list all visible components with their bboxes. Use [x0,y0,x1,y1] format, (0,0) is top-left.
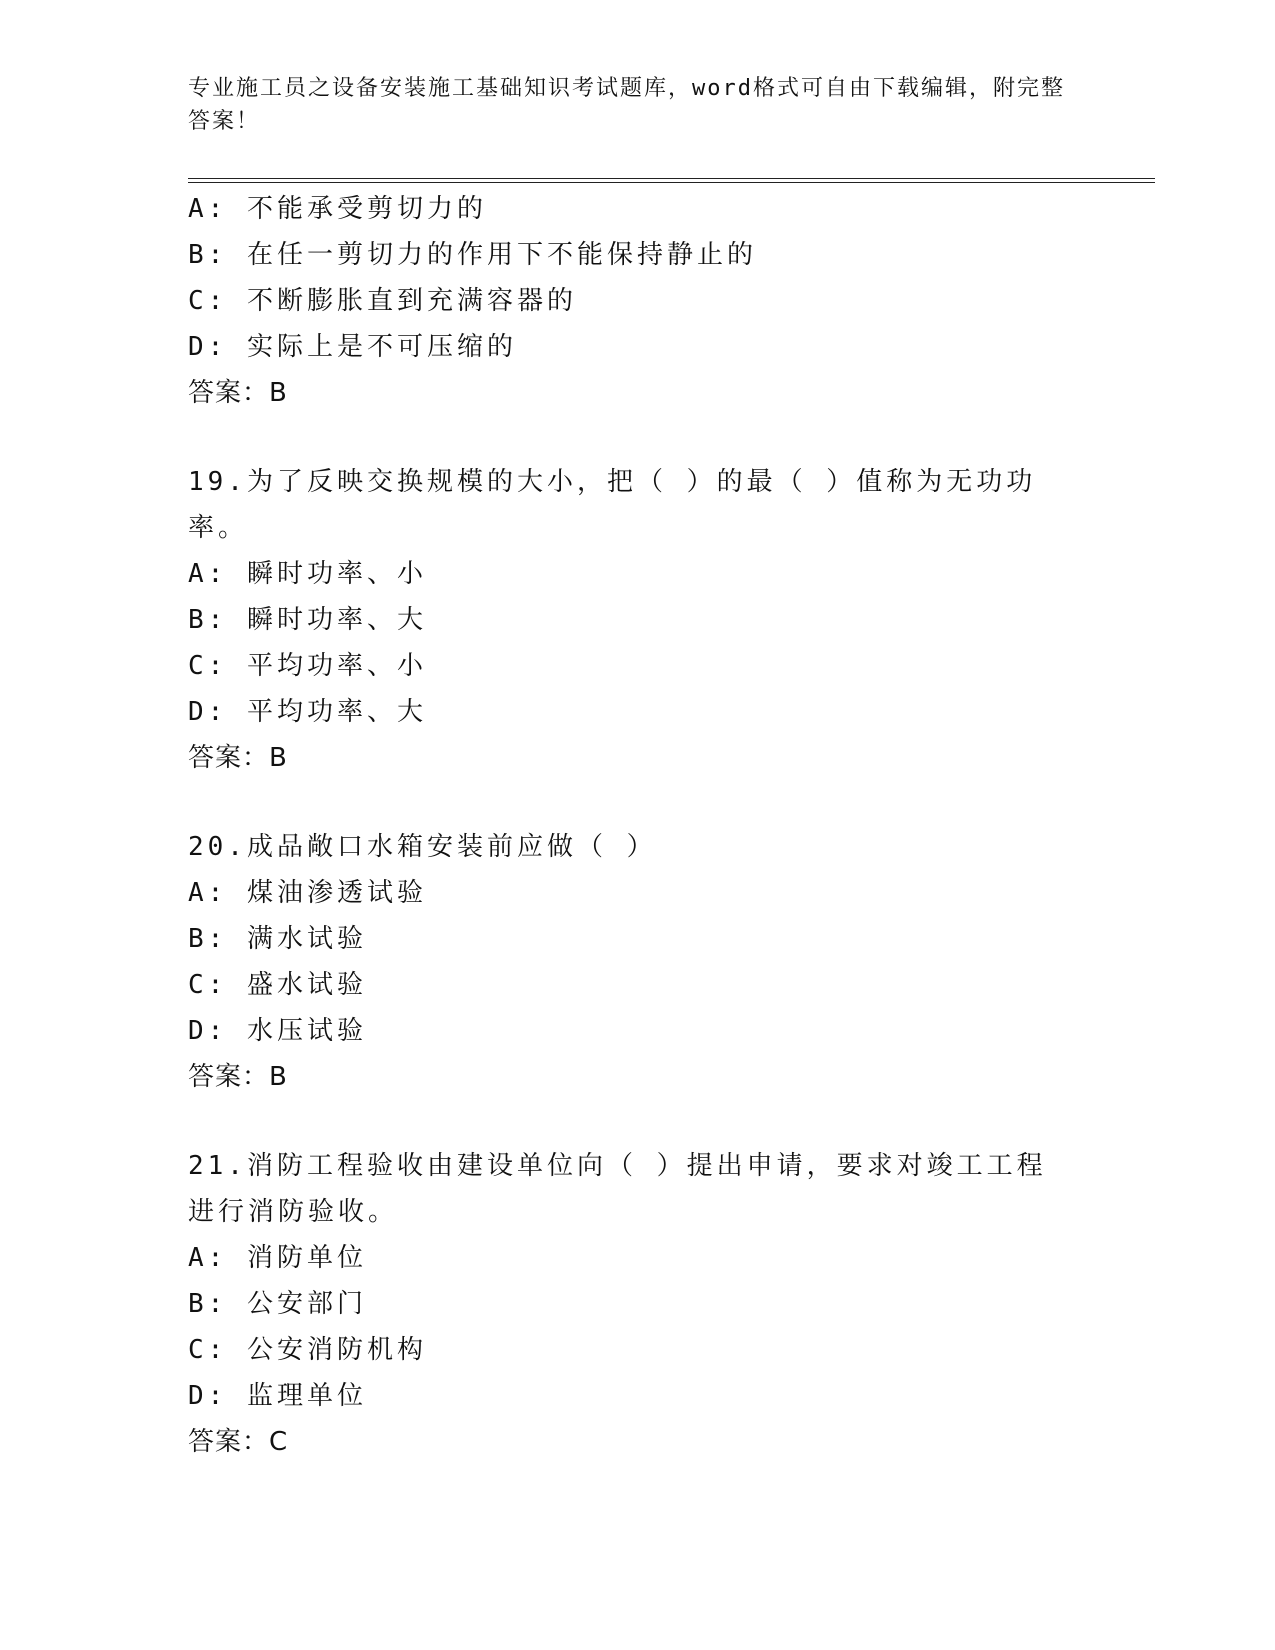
option-d: D: 实际上是不可压缩的 [188,332,517,362]
question-stem: 21.消防工程验收由建设单位向（ ）提出申请，要求对竣工工程进行消防验收。 [188,1151,1047,1227]
answer: 答案：B [188,378,288,408]
question-21 [188,1143,1088,1465]
question-19 [188,459,1088,781]
header-divider-bottom [188,182,1155,183]
option-d: D: 监理单位 [188,1381,367,1411]
option-d: D: 水压试验 [188,1016,367,1046]
option-c: C: 平均功率、小 [188,651,427,681]
question-stem: 19.为了反映交换规模的大小，把（ ）的最（ ）值称为无功功率。 [188,467,1037,543]
option-d: D: 平均功率、大 [188,697,427,727]
option-a: A: 瞬时功率、小 [188,559,427,589]
option-c: C: 不断膨胀直到充满容器的 [188,286,577,316]
option-c: C: 公安消防机构 [188,1335,427,1365]
answer: 答案：B [188,1062,288,1092]
option-b: B: 满水试验 [188,924,367,954]
option-b: B: 瞬时功率、大 [188,605,427,635]
question-18-continued [188,186,1088,416]
answer: 答案：B [188,743,288,773]
option-a: A: 消防单位 [188,1243,367,1273]
question-list [188,186,1088,1465]
option-b: B: 在任一剪切力的作用下不能保持静止的 [188,240,757,270]
header-divider-top [188,178,1155,179]
question-stem: 20.成品敞口水箱安装前应做（ ） [188,832,657,862]
option-b: B: 公安部门 [188,1289,367,1319]
document-header: 专业施工员之设备安装施工基础知识考试题库，word格式可自由下载编辑，附完整答案！ [188,76,1065,134]
option-a: A: 煤油渗透试验 [188,878,427,908]
answer: 答案：C [188,1427,289,1457]
option-c: C: 盛水试验 [188,970,367,1000]
question-20 [188,824,1088,1100]
option-a: A: 不能承受剪切力的 [188,194,487,224]
